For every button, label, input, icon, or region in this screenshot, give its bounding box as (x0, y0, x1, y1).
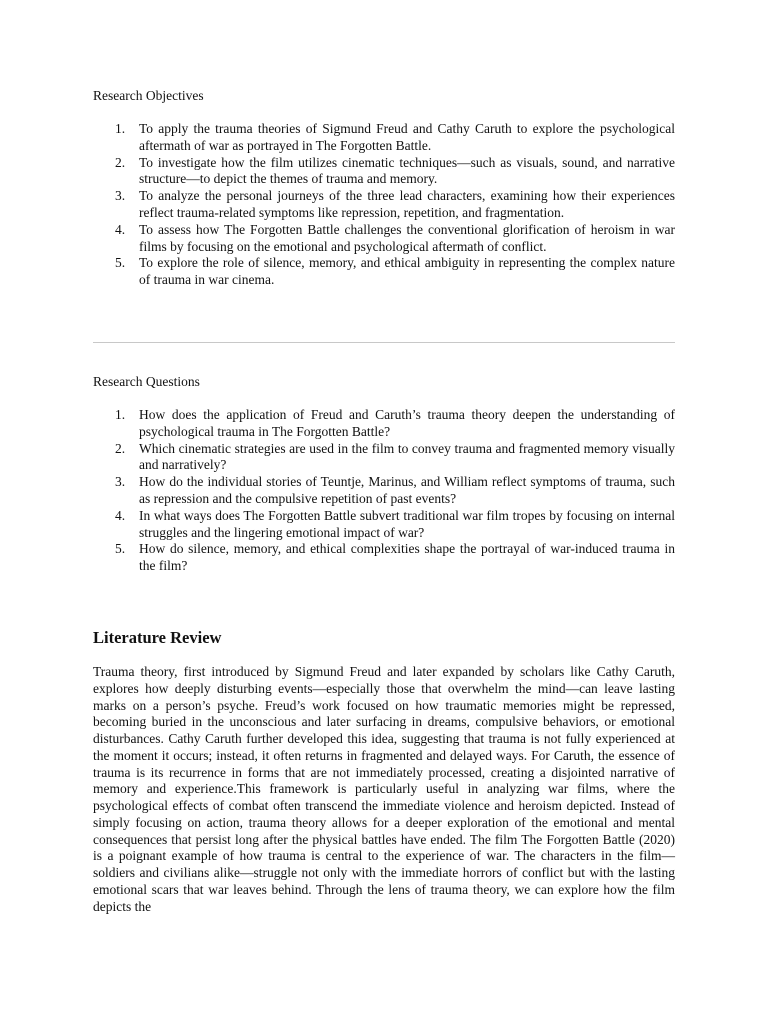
list-item (115, 154, 675, 189)
list-item (115, 407, 675, 441)
research-objectives-list (93, 121, 675, 289)
list-item-text: How does the application of Freud and Caruth’s trauma theory deepen the understanding of psychological trauma in The Forgotten Battle? (139, 407, 675, 439)
list-item-number: 1. (115, 121, 126, 136)
list-item-text: Which cinematic strategies are used in the film to convey trauma and fragmented memory visually and narratively? (139, 440, 675, 473)
literature-review-heading: Literature Review (93, 628, 222, 647)
list-item (115, 474, 675, 508)
list-item-text: How do silence, memory, and ethical complexities shape the portrayal of war-induced trauma in the film? (139, 541, 675, 574)
list-item-number: 2. (115, 440, 126, 456)
document-page (93, 0, 675, 1024)
list-item (115, 541, 675, 575)
list-item-text: To explore the role of silence, memory, and ethical ambiguity in representing the complex nature of trauma in war cinema. (139, 255, 675, 288)
list-item-text: To investigate how the film utilizes cinematic techniques—such as visuals, sound, and narrative structure—to depict the themes of trauma and memory. (139, 154, 675, 187)
list-item-number: 4. (115, 507, 126, 523)
list-item (115, 121, 675, 155)
list-item (115, 188, 675, 222)
list-item-number: 2. (115, 154, 126, 170)
list-item-text: To apply the trauma theories of Sigmund Freud and Cathy Caruth to explore the psychological aftermath of war as portrayed in The Forgotten Battle. (139, 121, 675, 153)
list-item-number: 1. (115, 407, 126, 422)
research-objectives-label: Research Objectives (93, 88, 204, 103)
section-divider (93, 342, 675, 343)
literature-review-paragraph: Trauma theory, first introduced by Sigmund Freud and later expanded by scholars like Cathy Caruth, explores how deeply disturbing events—especially those that overwhelm the mind—can leave lasting marks on a person’s psyche. Freud’s work focused on how traumatic memories might be repressed, becoming buried in the unconscious and later surfacing in dreams, compulsive behaviors, or emotional disturbances. Cathy Caruth further developed this idea, suggesting that trauma is not fully experienced at the moment it occurs; instead, it often returns in fragmented and delayed ways. For Caruth, the essence of trauma is its recurrence in forms that are not immediately processed, creating a disjointed narrative of memory and experience.This framework is particularly useful in analyzing war films, where the psychological effects of combat often transcend the immediate violence and heroism depicted. Instead of simply focusing on action, trauma theory allows for a deeper exploration of the emotional and mental consequences that persist long after the physical battles have ended. The film The Forgotten Battle (2020) is a poignant example of how trauma is central to the experience of war. The characters in the film—soldiers and civilians alike—struggle not only with the immediate horrors of conflict but with the lasting emotional scars that war leaves behind. Through the lens of trauma theory, we can explore how the film depicts the (93, 664, 675, 914)
list-item-number: 3. (115, 188, 126, 204)
research-questions-label: Research Questions (93, 374, 200, 389)
list-item-text: To analyze the personal journeys of the three lead characters, examining how their experiences reflect trauma-related symptoms like repression, repetition, and fragmentation. (139, 188, 675, 220)
list-item (115, 440, 675, 475)
list-item (115, 507, 675, 542)
list-item (115, 221, 675, 256)
list-item-text: To assess how The Forgotten Battle challenges the conventional glorification of heroism in war films by focusing on the emotional and psychological aftermath of conflict. (139, 221, 675, 254)
list-item-number: 5. (115, 541, 126, 557)
research-questions-list (93, 407, 675, 575)
list-item-text: In what ways does The Forgotten Battle subvert traditional war film tropes by focusing on internal struggles and the lingering emotional impact of war? (139, 507, 675, 540)
list-item-number: 3. (115, 474, 126, 490)
list-item (115, 255, 675, 289)
list-item-text: How do the individual stories of Teuntje, Marinus, and William reflect symptoms of trauma, such as repression and the compulsive repetition of past events? (139, 474, 675, 506)
list-item-number: 5. (115, 255, 126, 271)
list-item-number: 4. (115, 221, 126, 237)
